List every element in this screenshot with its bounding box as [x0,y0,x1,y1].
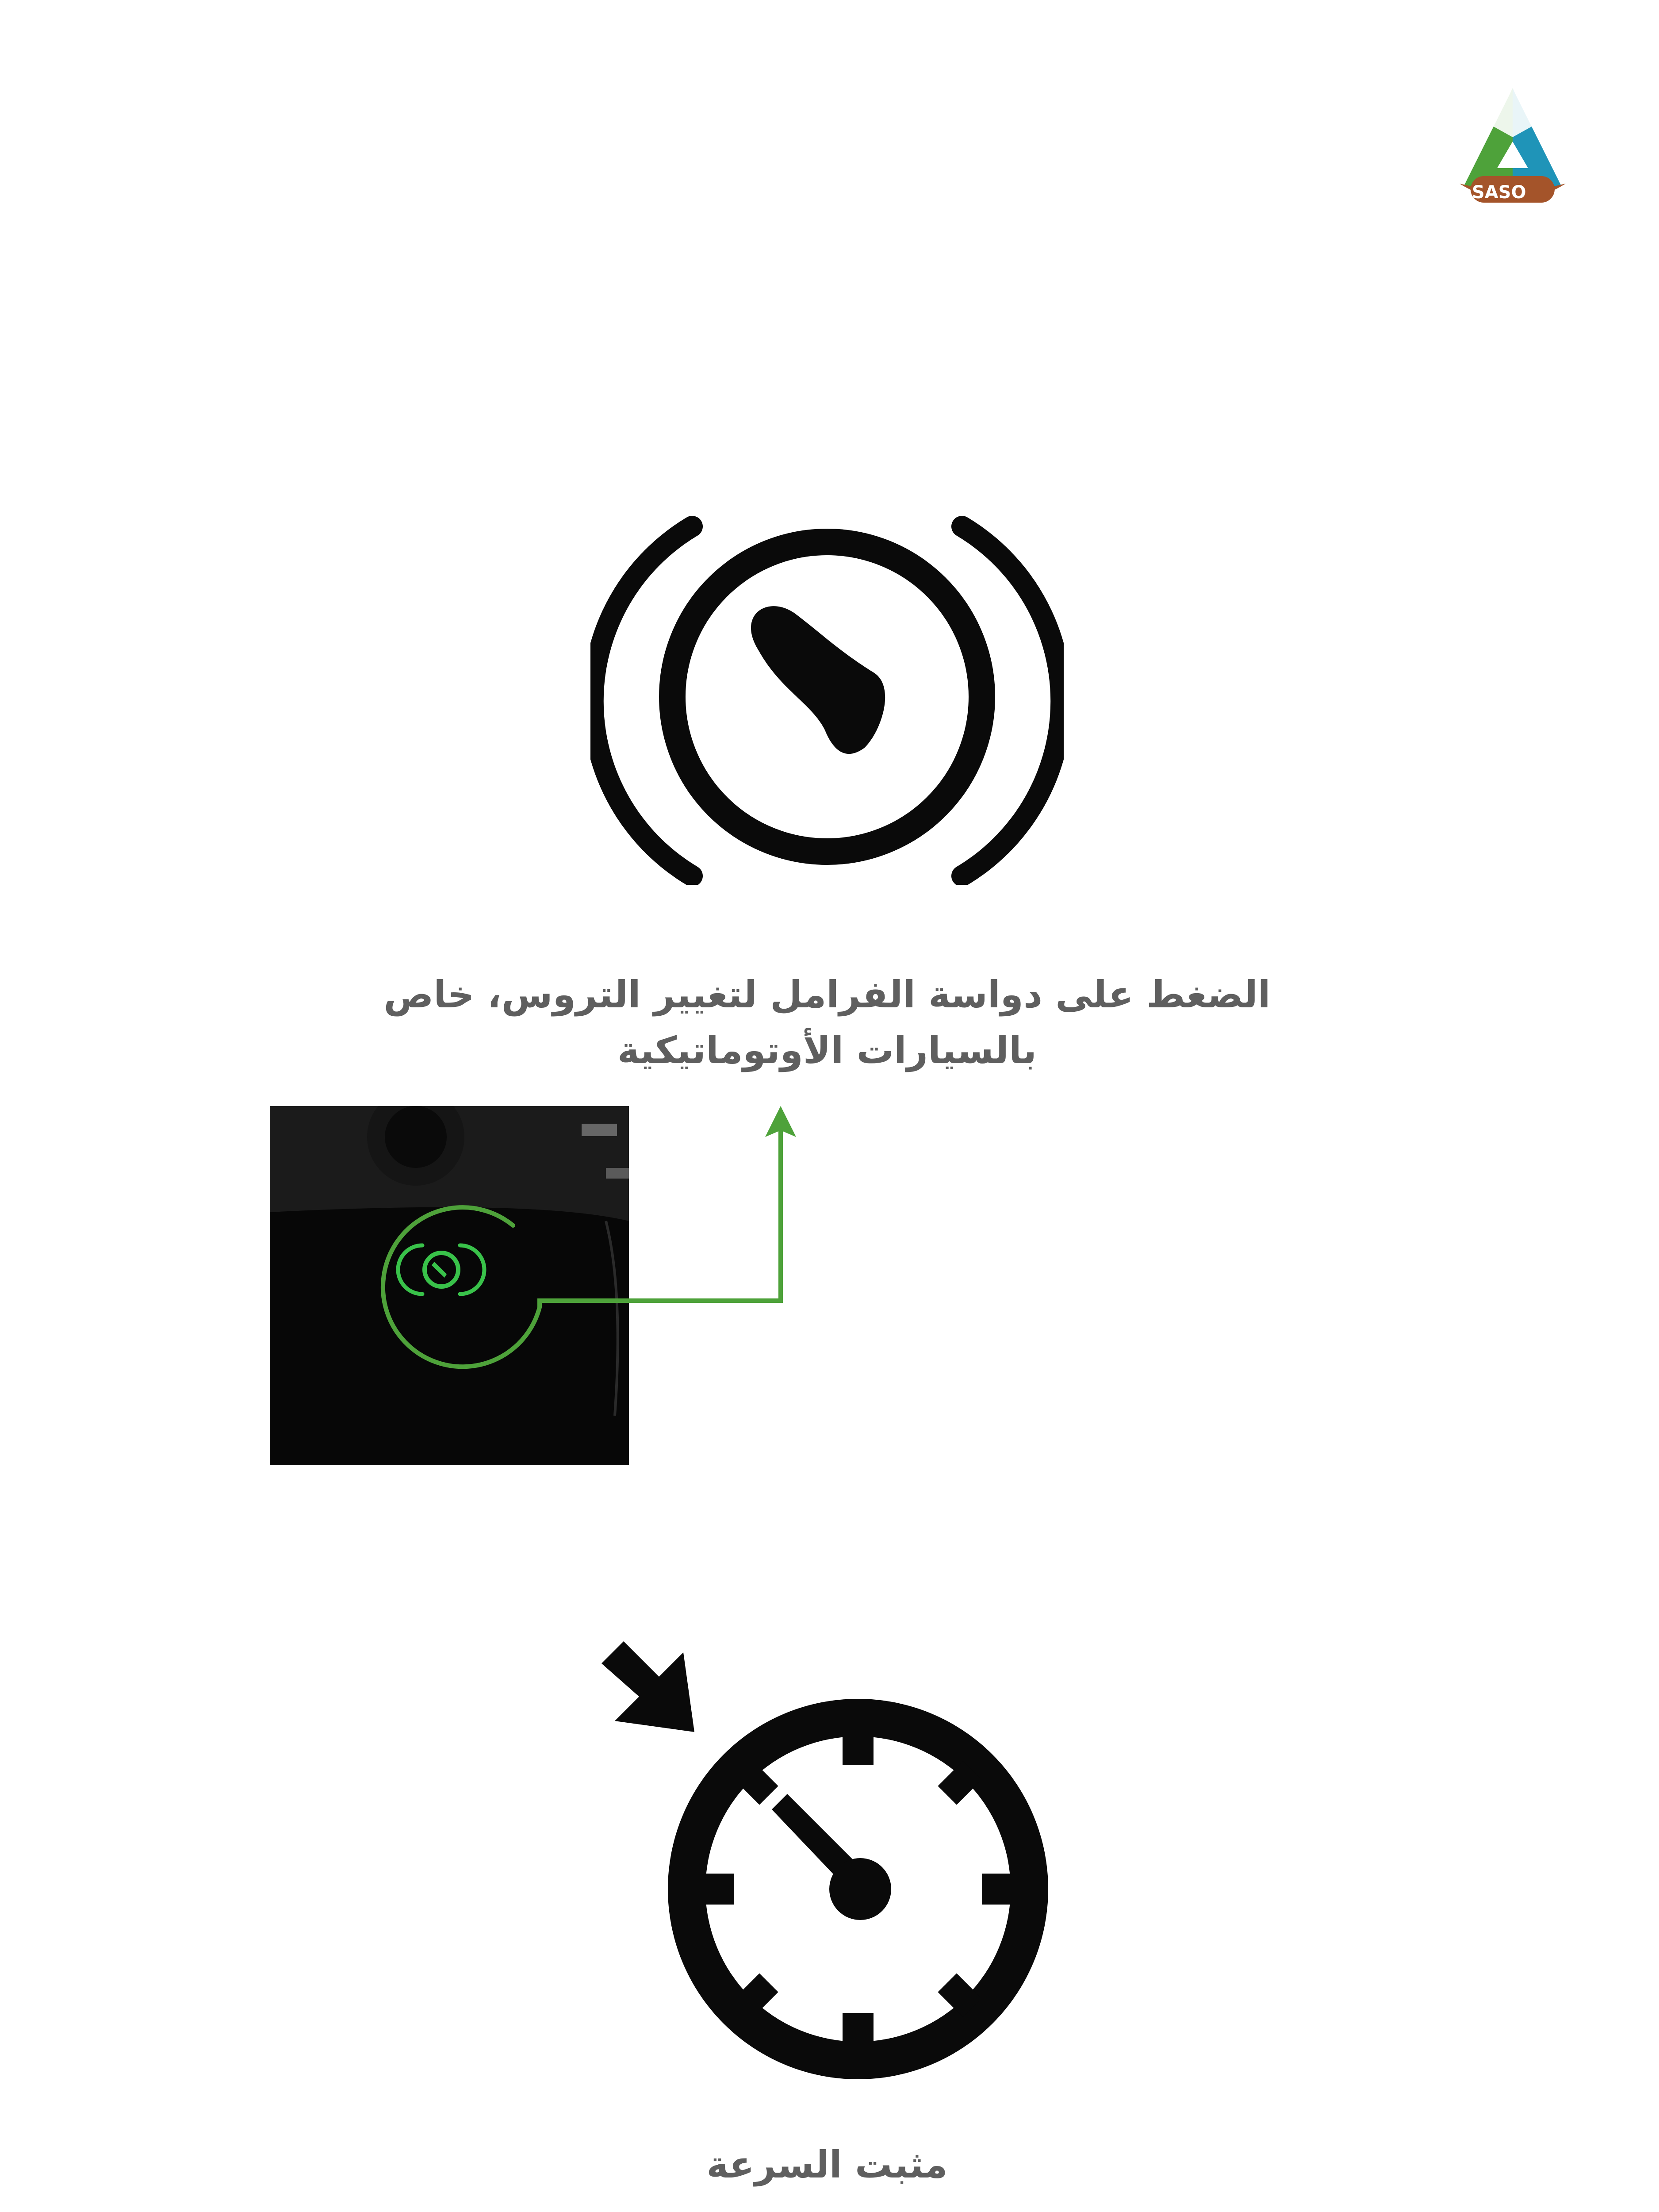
brake-caption-line-1: الضغط على دواسة الفرامل لتغيير التروس، خاص [383,973,1271,1016]
brake-caption-line-2: بالسيارات الأوتوماتيكية [617,1029,1037,1072]
cruise-caption-line-1: مثبت السرعة [706,2143,948,2186]
cruise-caption [345,2137,1309,2193]
brake-caption [345,967,1309,1078]
brake-connector-arrow [380,1104,827,1396]
logo-text: SASO [1472,182,1526,203]
cruise-control-icon [593,1624,1066,2101]
brake-pedal-shift-icon [590,504,1064,885]
